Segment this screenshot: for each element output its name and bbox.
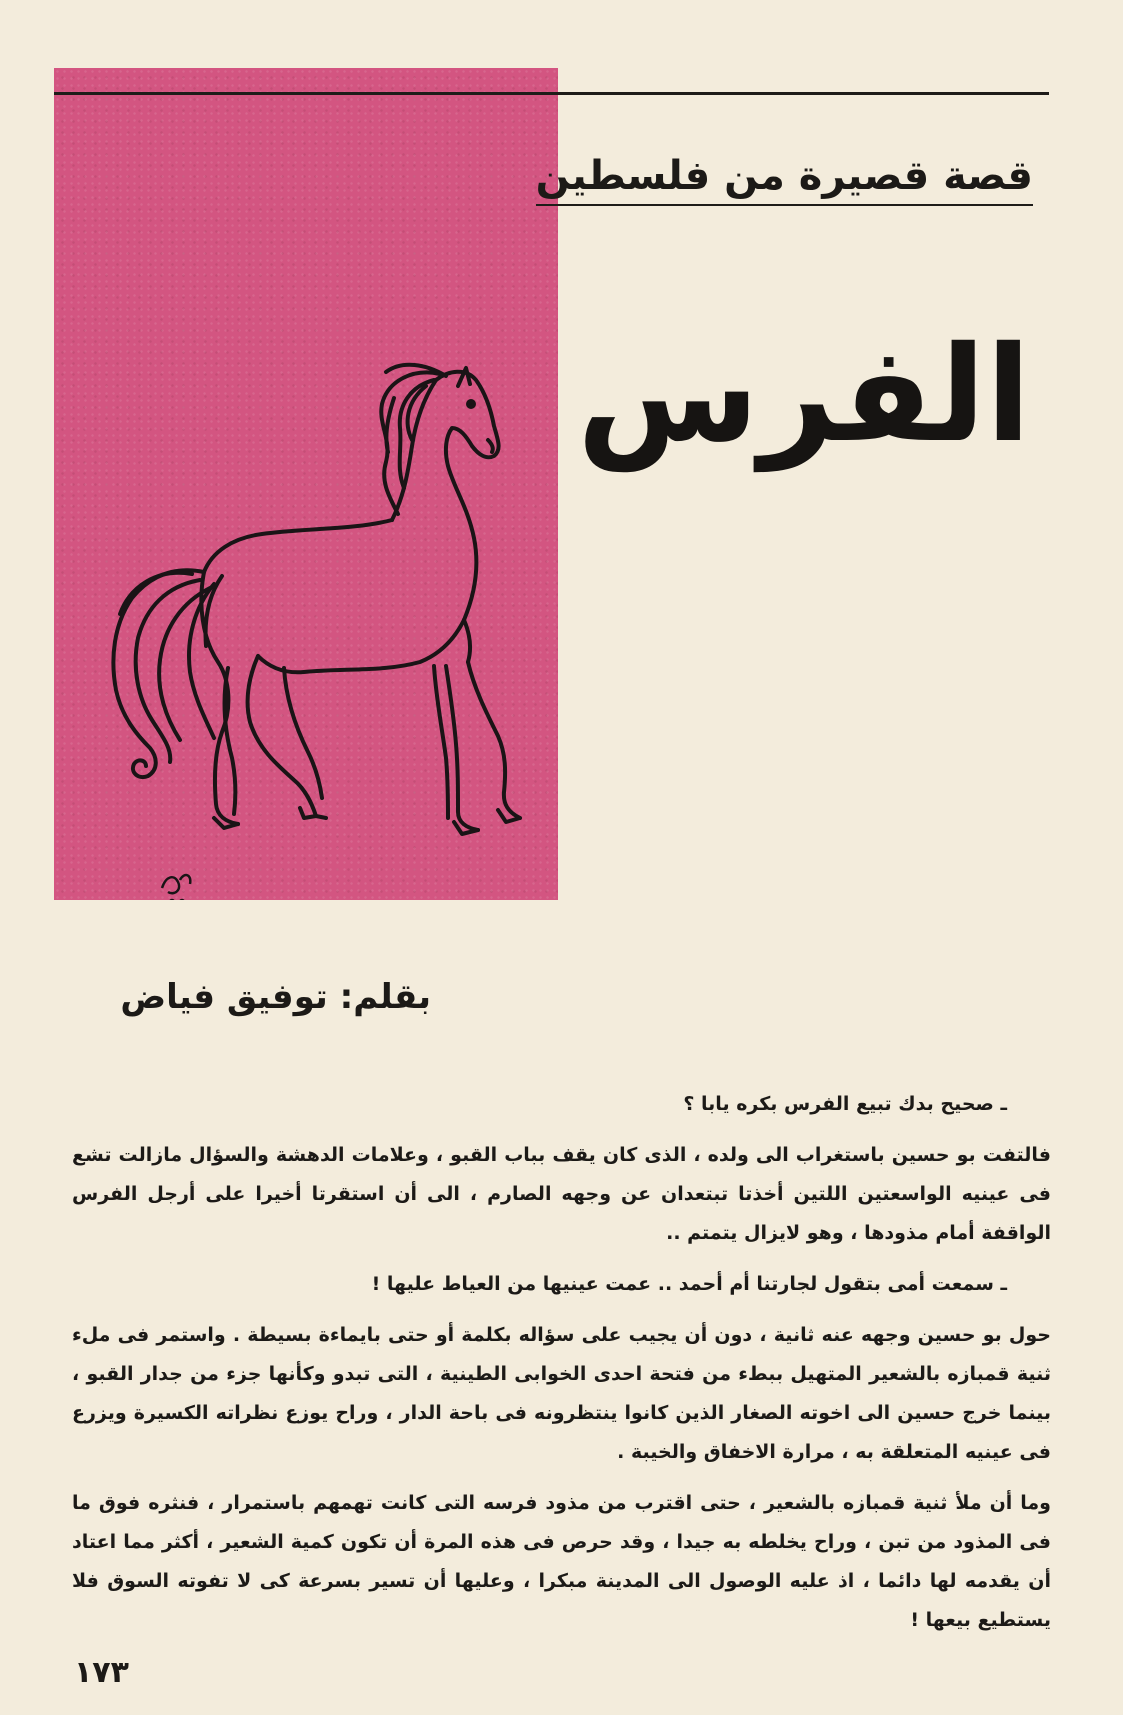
artist-signature	[162, 875, 190, 900]
story-subtitle: قصة قصيرة من فلسطين	[536, 150, 1033, 206]
horse-icon	[54, 68, 558, 900]
page-number: ١٧٣	[74, 1655, 129, 1690]
paragraph: فالتفت بو حسين باستغراب الى ولده ، الذى كان يقف بباب القبو ، وعلامات الدهشة والسؤال مازالت تشع فى عينيه الواسعتين اللتين أخذتا تبتعدان عن وجهه الصارم ، الى أن استقرتا أخيرا على أرجل الفرس الواقفة أمام مذودها ، وهو لايزال يتمتم ..	[72, 1144, 1051, 1244]
author-byline: بقلم: توفيق فياض	[120, 977, 431, 1017]
paragraph: ـ صحيح بدك تبيع الفرس بكره يابا ؟	[683, 1093, 1007, 1115]
paragraph: وما أن ملأ ثنية قمبازه بالشعير ، حتى اقترب من مذود فرسه التى كانت تهمهم باستمرار ، فنثره فوق ما فى المذود من تبن ، وراح يخلطه به جيدا ، وقد حرص فى هذه المرة أن تكون كمية الشعير ، أكثر مما اعتاد أن يقدمه لها دائما ، اذ عليه الوصول الى المدينة مبكرا ، وعليها أن تسير بسرعة كى لا تفوته السوق فلا يستطيع بيعها !	[72, 1492, 1051, 1631]
story-body	[72, 1085, 1051, 1652]
paragraph: ـ سمعت أمى بتقول لجارتنا أم أحمد .. عمت عينيها من العياط عليها !	[371, 1273, 1007, 1295]
header-rule	[54, 92, 1049, 95]
story-title: الفرس	[576, 318, 1031, 472]
paragraph: حول بو حسين وجهه عنه ثانية ، دون أن يجيب على سؤاله بكلمة أو حتى بايماءة بسيطة . واستمر فى ملء ثنية قمبازه بالشعير المتهيل ببطء من فتحة احدى الخوابى الطينية ، التى تبدو وكأنها جزء من جدار القبو ، بينما خرج حسين الى اخوته الصغار الذين كانوا ينتظرونه فى باحة الدار ، وراح يوزع نظراته الكسيرة ويزرع فى عينيه المتعلقة به ، مرارة الاخفاق والخيبة .	[72, 1324, 1051, 1463]
